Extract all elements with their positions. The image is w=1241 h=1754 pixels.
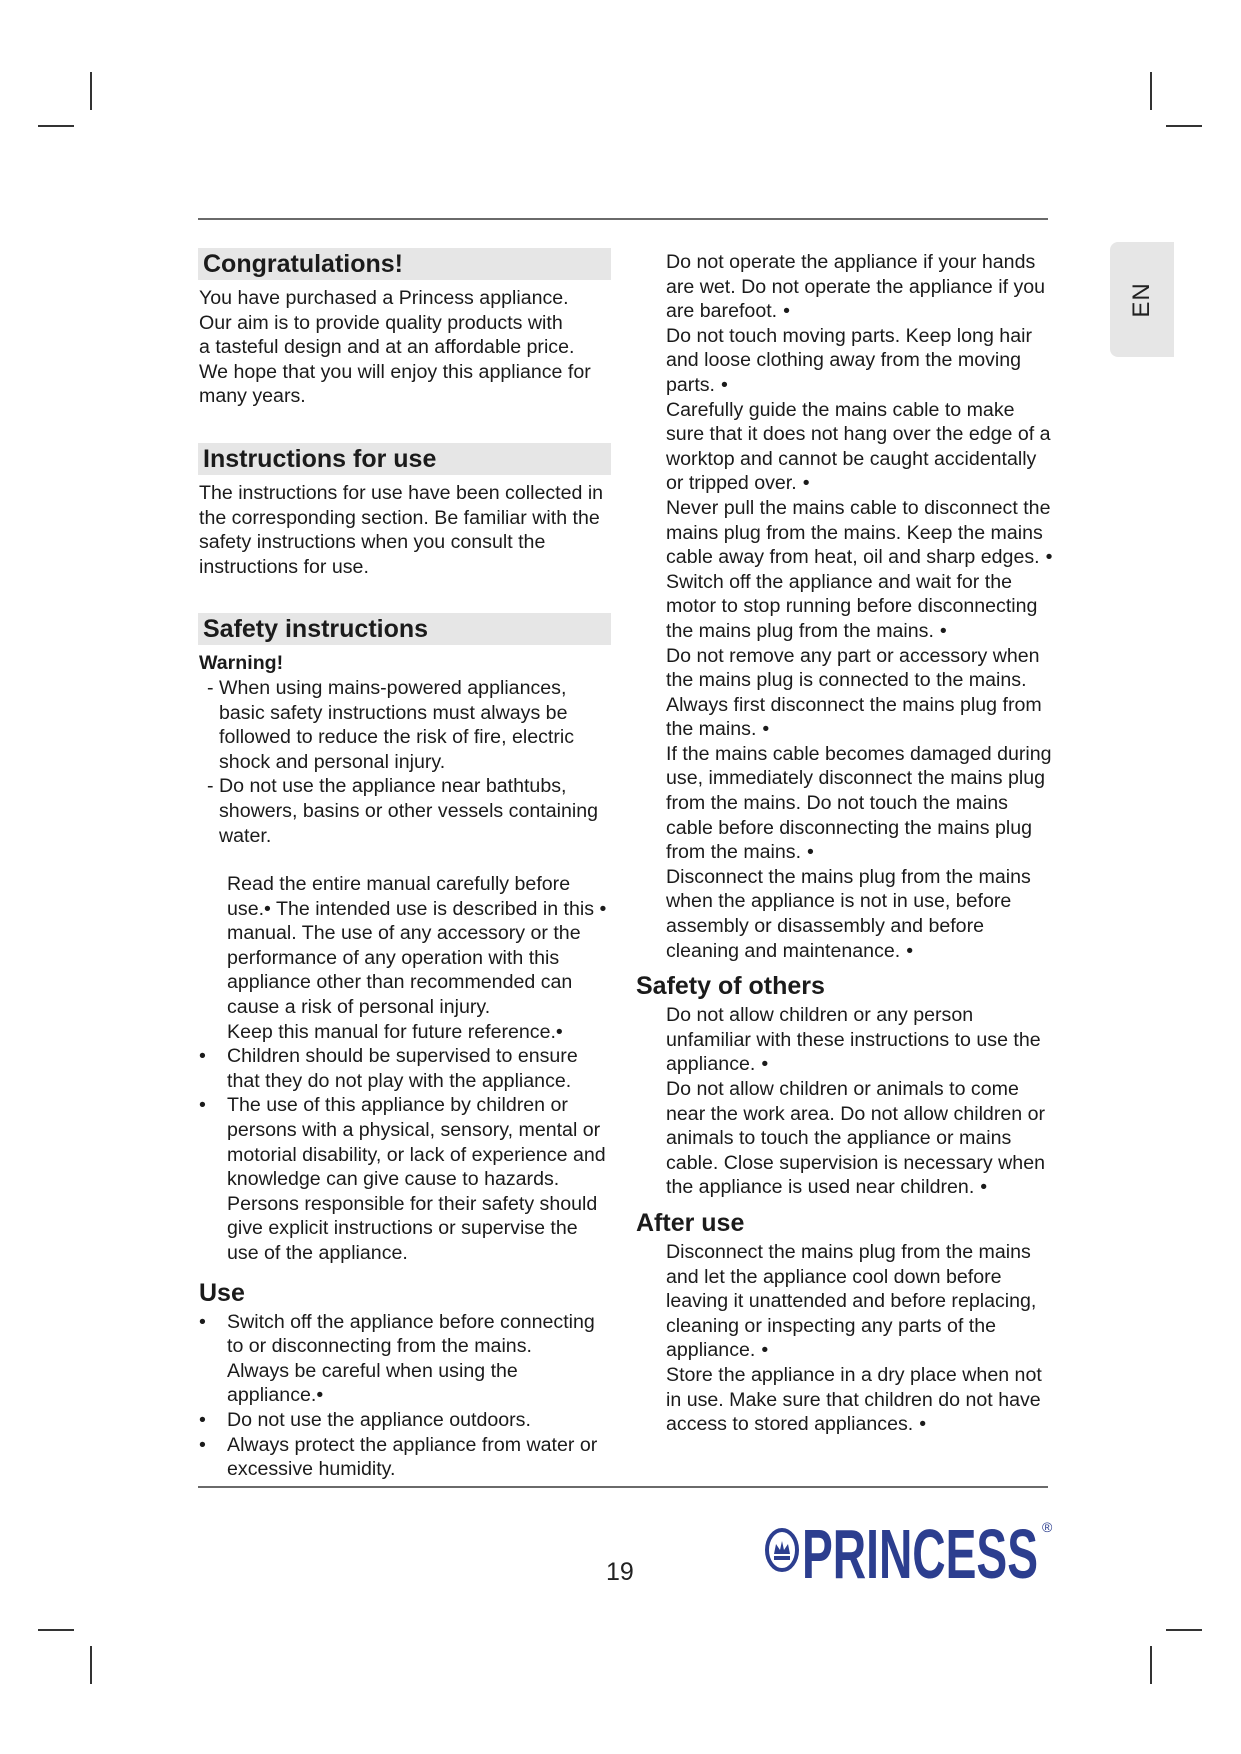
use-item	[199, 1359, 611, 1408]
bullet-mark: •	[919, 1413, 927, 1436]
safety-heading: Safety instructions	[198, 613, 611, 645]
safety-item	[636, 250, 1056, 324]
bullet-mark: •	[802, 472, 810, 495]
safety-item-text: Switch off the appliance and wait for the motor to stop running before disconnecting the mains plug from the mains.	[666, 570, 1038, 642]
bullet-mark: •	[199, 1433, 206, 1456]
body-line: many years.	[199, 385, 306, 408]
warning-label: Warning!	[199, 652, 284, 675]
body-line: safety instructions when you consult the	[199, 531, 546, 554]
crown-emblem-icon	[767, 1530, 797, 1570]
others-item	[636, 1003, 1056, 1077]
body-line: The instructions for use have been collected in	[199, 481, 604, 504]
safety-item-text: Do not operate the appliance if your hands are wet. Do not operate the appliance if you are barefoot.	[666, 251, 1046, 323]
princess-logo	[764, 1510, 1056, 1588]
bullet-mark: •	[762, 718, 770, 741]
left-column	[199, 248, 611, 1482]
safety-item	[636, 644, 1056, 742]
use-item	[199, 1408, 611, 1433]
bullet-mark: •	[199, 1408, 206, 1431]
crop-mark	[1150, 72, 1152, 110]
bullet-mark: •	[906, 939, 914, 962]
others-item-text: Do not allow children or animals to come near the work area. Do not allow children or animals to touch the appliance or mains cable. Close supervision is necessary when the appliance is used near children.	[666, 1078, 1046, 1199]
safety-item-text: Children should be supervised to ensure that they do not play with the appliance.	[227, 1045, 578, 1092]
warning-item: - When using mains-powered appliances, basic safety instructions must always be followed to reduce the risk of fire, electric shock and personal injury.	[207, 676, 575, 773]
instructions-heading: Instructions for use	[198, 443, 611, 475]
after-item-text: Disconnect the mains plug from the mains and let the appliance cool down before leaving it unattended and before replacing, cleaning or inspecting any parts of the appliance.	[666, 1240, 1037, 1362]
bullet-mark: •	[807, 841, 814, 864]
bottom-rule	[198, 1486, 1048, 1488]
after-item-text: Store the appliance in a dry place when not in use. Make sure that children do not have access to stored appliances.	[666, 1363, 1042, 1436]
instructions-body	[199, 481, 611, 579]
bullet-mark: •	[199, 1045, 206, 1068]
bullet-mark: •	[980, 1176, 988, 1199]
congratulations-body	[199, 286, 611, 409]
safety-of-others-heading: Safety of others	[636, 972, 825, 1001]
safety-item	[636, 865, 1056, 963]
crop-mark	[38, 1629, 74, 1631]
use-heading: Use	[199, 1278, 245, 1307]
bullet-mark: •	[199, 1310, 206, 1333]
safety-item-text: If the mains cable becomes damaged during use, immediately disconnect the mains plug from the mains. Do not touch the mains cable before disconnecting the mains plug from the mains.	[666, 742, 1052, 864]
use-item	[199, 1310, 611, 1359]
safety-item-text: Read the entire manual carefully before use.• The intended use is described in this • manual. The use of any accessory or the performance of any operation with this appliance other than recommended can cause a risk of personal injury.	[227, 873, 607, 1019]
safety-item	[199, 1020, 611, 1045]
bullet-mark: •	[1045, 546, 1053, 569]
crop-mark	[38, 125, 74, 127]
bullet-mark: •	[761, 1053, 769, 1076]
crop-mark	[90, 72, 92, 110]
crop-mark	[1166, 1629, 1202, 1631]
use-item-text: Always protect the appliance from water or excessive humidity.	[227, 1433, 598, 1481]
safety-item	[636, 496, 1056, 570]
body-line: a tasteful design and at an affordable price.	[199, 336, 575, 359]
after-item	[636, 1363, 1056, 1437]
body-line: instructions for use.	[199, 555, 369, 578]
others-item	[636, 1077, 1056, 1200]
safety-item	[636, 398, 1056, 496]
bullet-mark: •	[199, 1094, 206, 1117]
body-line: the corresponding section. Be familiar with the	[199, 506, 600, 529]
safety-item	[199, 872, 611, 1020]
bullet-mark: •	[783, 300, 790, 323]
safety-item	[199, 1044, 611, 1093]
safety-item-text: Keep this manual for future reference.•	[227, 1020, 563, 1043]
safety-item-text: Do not touch moving parts. Keep long hair and loose clothing away from the moving parts.	[666, 324, 1032, 396]
after-item	[636, 1240, 1056, 1363]
right-column	[636, 250, 1056, 1437]
bullet-mark: •	[721, 373, 728, 396]
language-tab-label: EN	[1128, 281, 1155, 318]
crop-mark	[1166, 125, 1202, 127]
language-tab	[1110, 242, 1174, 357]
warning-item: - Do not use the appliance near bathtubs, showers, basins or other vessels containing water.	[207, 775, 599, 847]
use-item-text: Switch off the appliance before connecting to or disconnecting from the mains.	[227, 1310, 595, 1358]
use-item-text: Do not use the appliance outdoors.	[227, 1408, 531, 1431]
body-line: We hope that you will enjoy this appliance for	[199, 360, 591, 383]
bullet-mark: •	[939, 619, 947, 642]
body-line: You have purchased a Princess appliance.	[199, 287, 569, 309]
others-item-text: Do not allow children or any person unfamiliar with these instructions to use the appliance.	[666, 1004, 1041, 1076]
safety-item	[636, 742, 1056, 865]
body-line: Our aim is to provide quality products with	[199, 311, 563, 334]
safety-item	[636, 570, 1056, 644]
congratulations-heading: Congratulations!	[198, 248, 611, 280]
page-number: 19	[606, 1558, 634, 1586]
logo-wordmark: PRINCESS	[802, 1515, 1038, 1588]
crop-mark	[90, 1646, 92, 1684]
registered-mark: ®	[1042, 1519, 1053, 1535]
crop-mark	[1150, 1646, 1152, 1684]
use-item-text: Always be careful when using the appliance.•	[227, 1359, 518, 1407]
safety-item	[636, 324, 1056, 398]
safety-item-text: Never pull the mains cable to disconnect the mains plug from the mains. Keep the mains cable away from heat, oil and sharp edges.	[666, 496, 1051, 569]
safety-item-text: Carefully guide the mains cable to make sure that it does not hang over the edge of a worktop and cannot be caught accidentally or tripped over.	[666, 398, 1051, 495]
safety-item	[199, 1093, 611, 1265]
after-use-heading: After use	[636, 1208, 745, 1237]
safety-item-text: The use of this appliance by children or persons with a physical, sensory, mental or motorial disability, or lack of experience and knowledge can give cause to hazards. Persons responsible for their safety should give explicit instructions or supervise the use of the appliance.	[227, 1094, 606, 1264]
top-rule	[198, 218, 1048, 220]
safety-item-text: Disconnect the mains plug from the mains when the appliance is not in use, before assembly or disassembly and before cleaning and maintenance.	[666, 865, 1031, 962]
use-item	[199, 1433, 611, 1482]
safety-item-text: Do not remove any part or accessory when the mains plug is connected to the mains. Always first disconnect the mains plug from the mains.	[666, 644, 1042, 741]
bullet-mark: •	[761, 1339, 769, 1362]
